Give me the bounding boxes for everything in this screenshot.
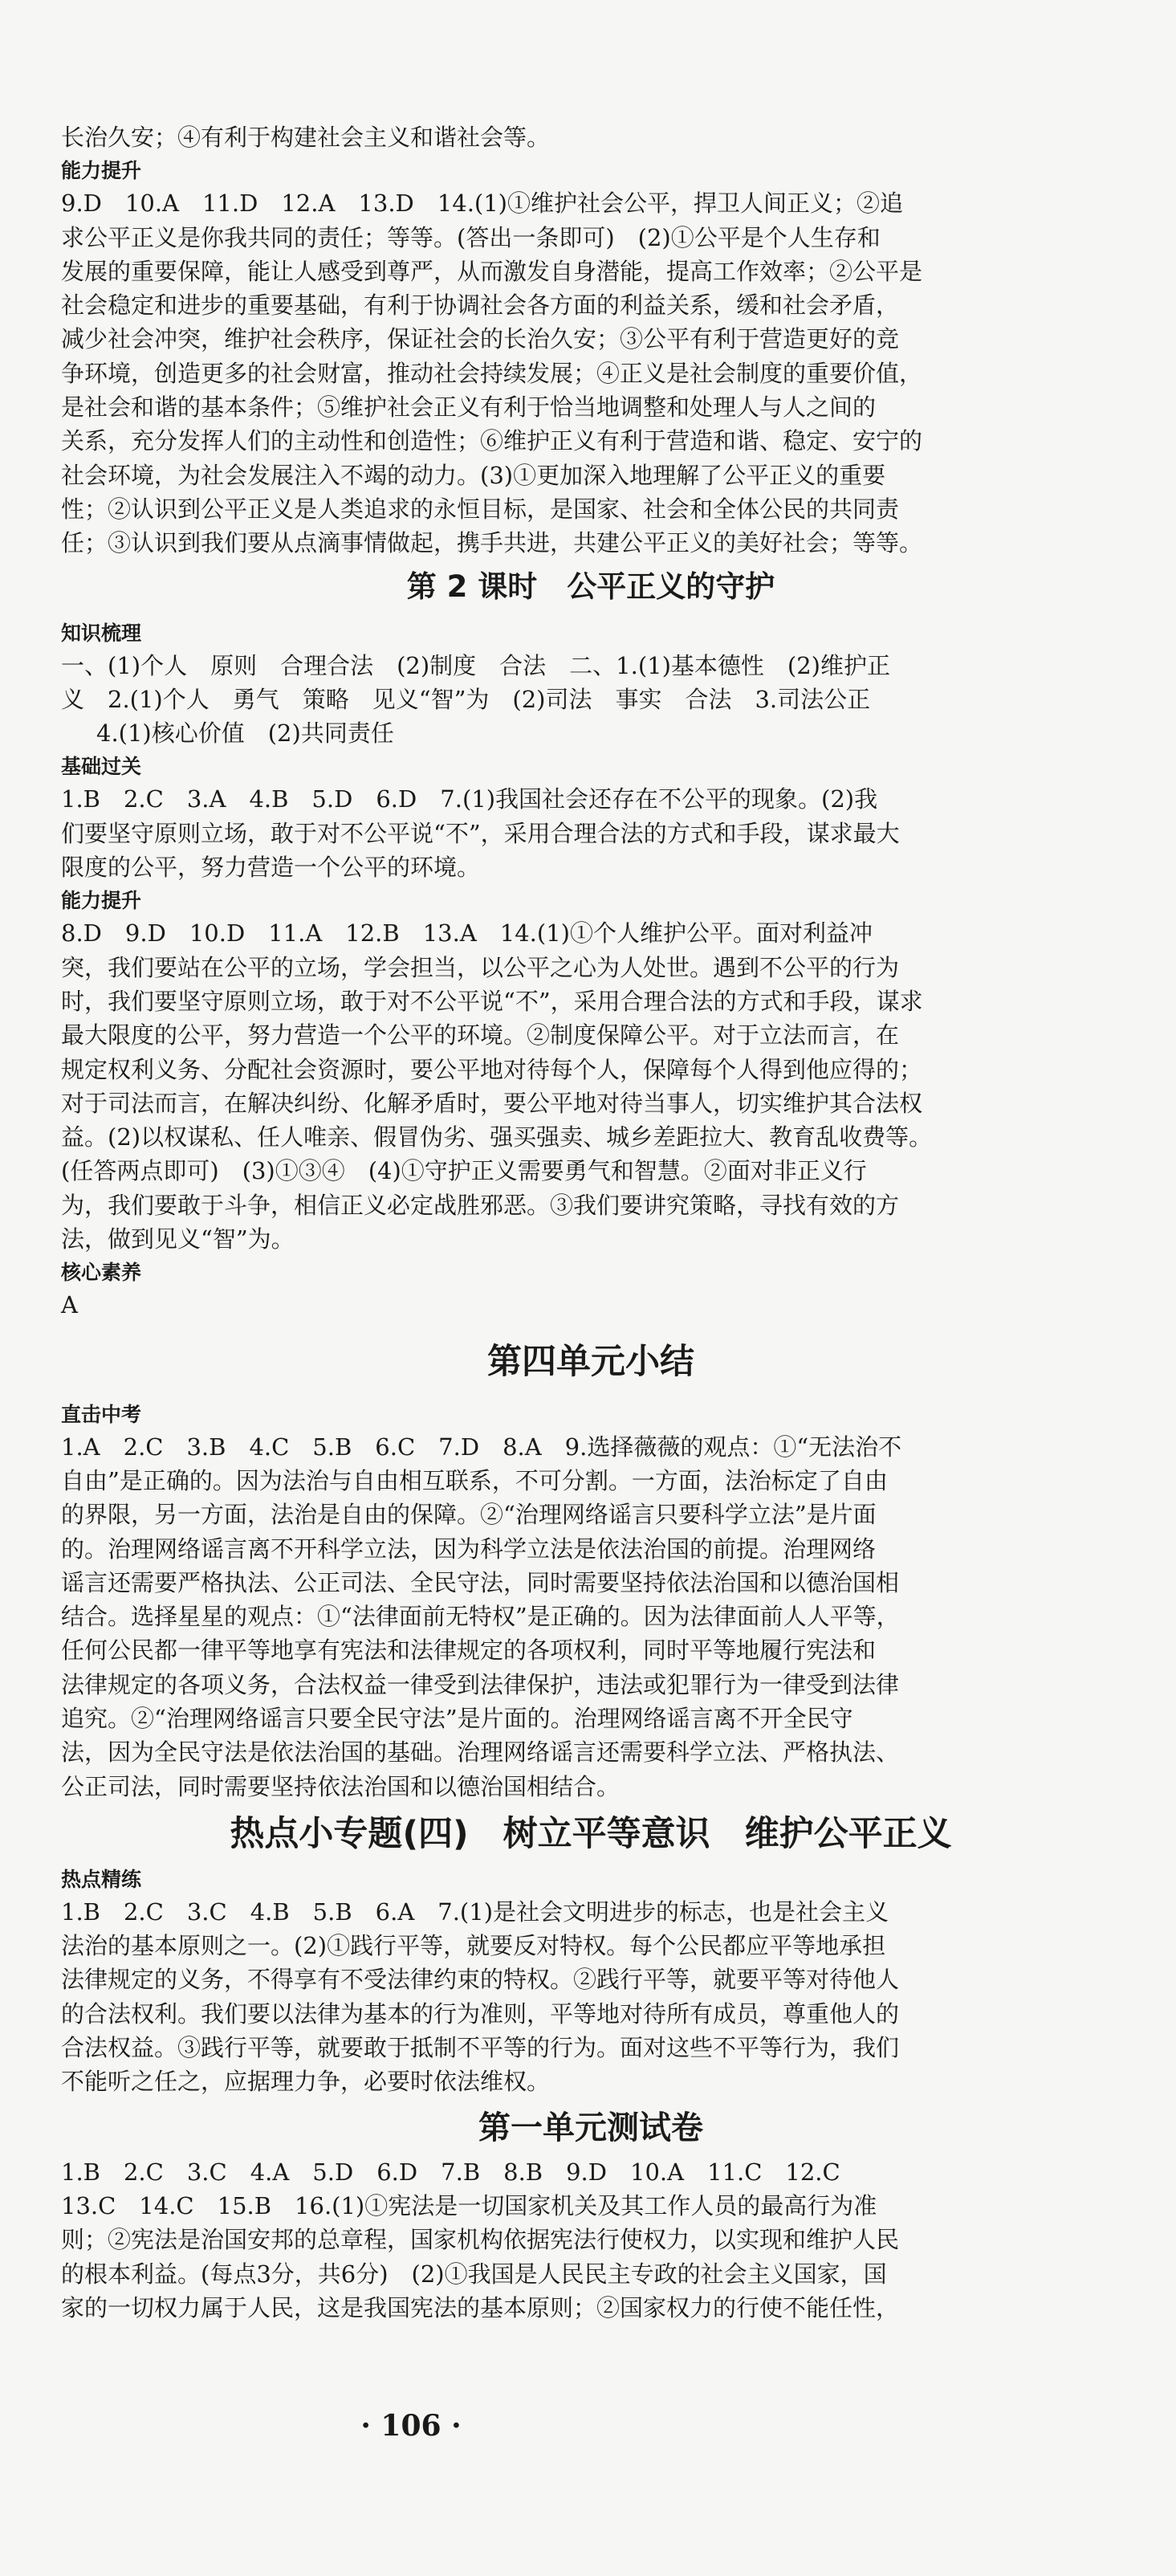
section-label-basic: 基础过关 — [61, 755, 142, 779]
text-line: 发展的重要保障，能让人感受到尊严，从而激发自身潜能，提高工作效率；②公平是 — [61, 257, 923, 285]
text-line: 社会环境，为社会发展注入不竭的动力。(3)①更加深入地理解了公平正义的重要 — [61, 461, 886, 489]
text-line: 争环境，创造更多的社会财富，推动社会持续发展；④正义是社会制度的重要价值， — [61, 359, 923, 387]
text-line: 最大限度的公平，努力营造一个公平的环境。②制度保障公平。对于立法而言，在 — [61, 1021, 900, 1050]
text-line: A — [61, 1291, 78, 1319]
text-line: 们要坚守原则立场，敢于对不公平说“不”，采用合理合法的方式和手段，谋求最大 — [61, 819, 900, 847]
text-line: 结合。选择星星的观点：①“法律面前无特权”是正确的。因为法律面前人人平等， — [61, 1603, 900, 1631]
section-label-practice: 热点精练 — [61, 1867, 142, 1891]
text-line: 法律规定的各项义务，合法权益一律受到法律保护，违法或犯罪行为一律受到法律 — [61, 1670, 900, 1698]
page-content — [61, 120, 1121, 2325]
text-line: 益。(2)以权谋私、任人唯亲、假冒伪劣、强买强卖、城乡差距拉大、教育乱收费等。 — [61, 1123, 933, 1151]
text-line: 法治的基本原则之一。(2)①践行平等，就要反对特权。每个公民都应平等地承担 — [61, 1932, 886, 1960]
section-label-ability: 能力提升 — [61, 159, 142, 183]
text-line: 对于司法而言，在解决纠纷、化解矛盾时，要公平地对待当事人，切实维护其合法权 — [61, 1089, 923, 1117]
text-line: 1.B 2.C 3.C 4.B 5.B 6.A 7.(1)是社会文明进步的标志，也是社会主义 — [61, 1897, 889, 1926]
unit-test-title: 第一单元测试卷 — [478, 2109, 703, 2146]
page-number: · 106 · — [360, 2409, 462, 2443]
hotspot-title: 热点小专题(四) 树立平等意识 维护公平正义 — [230, 1813, 952, 1854]
text-line: 任何公民都一律平等地享有宪法和法律规定的各项权利，同时平等地履行宪法和 — [61, 1636, 877, 1665]
text-line: 一、(1)个人 原则 合理合法 (2)制度 合法 二、1.(1)基本德性 (2)维护正 — [61, 651, 890, 679]
text-line: 限度的公平，努力营造一个公平的环境。 — [61, 854, 481, 882]
text-line: 是社会和谐的基本条件；⑤维护社会正义有利于恰当地调整和处理人与人之间的 — [61, 393, 877, 422]
text-line: 合法权益。③践行平等，就要敢于抵制不平等的行为。面对这些不平等行为，我们 — [61, 2034, 900, 2062]
text-line: 谣言还需要严格执法、公正司法、全民守法，同时需要坚持依法治国和以德治国相 — [61, 1568, 900, 1596]
unit-summary-title: 第四单元小结 — [487, 1341, 694, 1382]
text-line: 任；③认识到我们要从点滴事情做起，携手共进，共建公平正义的美好社会；等等。 — [61, 529, 923, 557]
section-label-core: 核心素养 — [61, 1261, 142, 1285]
text-line: 追究。②“治理网络谣言只要全民守法”是片面的。治理网络谣言离不开全民守 — [61, 1704, 853, 1732]
text-line: 减少社会冲突，维护社会秩序，保证社会的长治久安；③公平有利于营造更好的竞 — [61, 325, 900, 353]
text-line: 的。治理网络谣言离不开科学立法，因为科学立法是依法治国的前提。治理网络 — [61, 1535, 877, 1563]
text-line: 义 2.(1)个人 勇气 策略 见义“智”为 (2)司法 事实 合法 3.司法公正 — [61, 685, 871, 713]
section-label-ability: 能力提升 — [61, 889, 142, 913]
text-line: 则；②宪法是治国安邦的总章程，国家机构依据宪法行使权力，以实现和维护人民 — [61, 2226, 900, 2254]
lesson-title: 第 2 课时 公平正义的守护 — [406, 569, 775, 604]
text-line: 规定权利义务、分配社会资源时，要公平地对待每个人，保障每个人得到他应得的； — [61, 1055, 923, 1083]
text-line: 的根本利益。(每点3分，共6分) (2)①我国是人民民主专政的社会主义国家，国 — [61, 2260, 887, 2288]
text-line: (任答两点即可) (3)①③④ (4)①守护正义需要勇气和智慧。②面对非正义行 — [61, 1157, 867, 1185]
text-line: 法，因为全民守法是依法治国的基础。治理网络谣言还需要科学立法、严格执法、 — [61, 1738, 900, 1767]
section-label-exam: 直击中考 — [61, 1402, 142, 1426]
text-line: 的界限，另一方面，法治是自由的保障。②“治理网络谣言只要科学立法”是片面 — [61, 1501, 877, 1529]
text-line: 自由”是正确的。因为法治与自由相互联系，不可分割。一方面，法治标定了自由 — [61, 1466, 888, 1494]
text-line: 1.B 2.C 3.C 4.A 5.D 6.D 7.B 8.B 9.D 10.A 11.C 12.C — [61, 2158, 840, 2186]
text-line: 4.(1)核心价值 (2)共同责任 — [96, 719, 394, 748]
text-line: 1.A 2.C 3.B 4.C 5.B 6.C 7.D 8.A 9.选择薇薇的观点：①“无法治不 — [61, 1433, 902, 1461]
text-line: 公正司法，同时需要坚持依法治国和以德治国相结合。 — [61, 1772, 621, 1800]
text-line: 家的一切权力属于人民，这是我国宪法的基本原则；②国家权力的行使不能任性， — [61, 2293, 900, 2321]
text-line: 时，我们要坚守原则立场，敢于对不公平说“不”，采用合理合法的方式和手段，谋求 — [61, 987, 923, 1015]
text-line: 法，做到见义“智”为。 — [61, 1225, 295, 1253]
text-line: 关系，充分发挥人们的主动性和创造性；⑥维护正义有利于营造和谐、稳定、安宁的 — [61, 427, 923, 455]
text-line: 突，我们要站在公平的立场，学会担当，以公平之心为人处世。遇到不公平的行为 — [61, 953, 900, 981]
text-line: 1.B 2.C 3.A 4.B 5.D 6.D 7.(1)我国社会还存在不公平的现象。(2)我 — [61, 785, 878, 813]
text-line: 长治久安；④有利于构建社会主义和谐社会等。 — [61, 124, 551, 151]
text-line: 法律规定的义务，不得享有不受法律约束的特权。②践行平等，就要平等对待他人 — [61, 1966, 900, 1994]
text-line: 性；②认识到公平正义是人类追求的永恒目标，是国家、社会和全体公民的共同责 — [61, 495, 900, 523]
text-line: 社会稳定和进步的重要基础，有利于协调社会各方面的利益关系，缓和社会矛盾， — [61, 291, 900, 320]
text-line: 9.D 10.A 11.D 12.A 13.D 14.(1)①维护社会公平，捍卫人间正义；②追 — [61, 190, 903, 218]
text-line: 为，我们要敢于斗争，相信正义必定战胜邪恶。③我们要讲究策略，寻找有效的方 — [61, 1191, 900, 1219]
text-line: 的合法权利。我们要以法律为基本的行为准则，平等地对待所有成员，尊重他人的 — [61, 1999, 900, 2028]
text-line: 不能听之任之，应据理力争，必要时依法维权。 — [61, 2068, 551, 2096]
text-line: 13.C 14.C 15.B 16.(1)①宪法是一切国家机关及其工作人员的最高行为准 — [61, 2191, 877, 2219]
text-line: 8.D 9.D 10.D 11.A 12.B 13.A 14.(1)①个人维护公平。面对利益冲 — [61, 919, 873, 948]
text-line: 求公平正义是你我共同的责任；等等。(答出一条即可) (2)①公平是个人生存和 — [61, 223, 881, 251]
section-label-knowledge: 知识梳理 — [61, 621, 142, 645]
